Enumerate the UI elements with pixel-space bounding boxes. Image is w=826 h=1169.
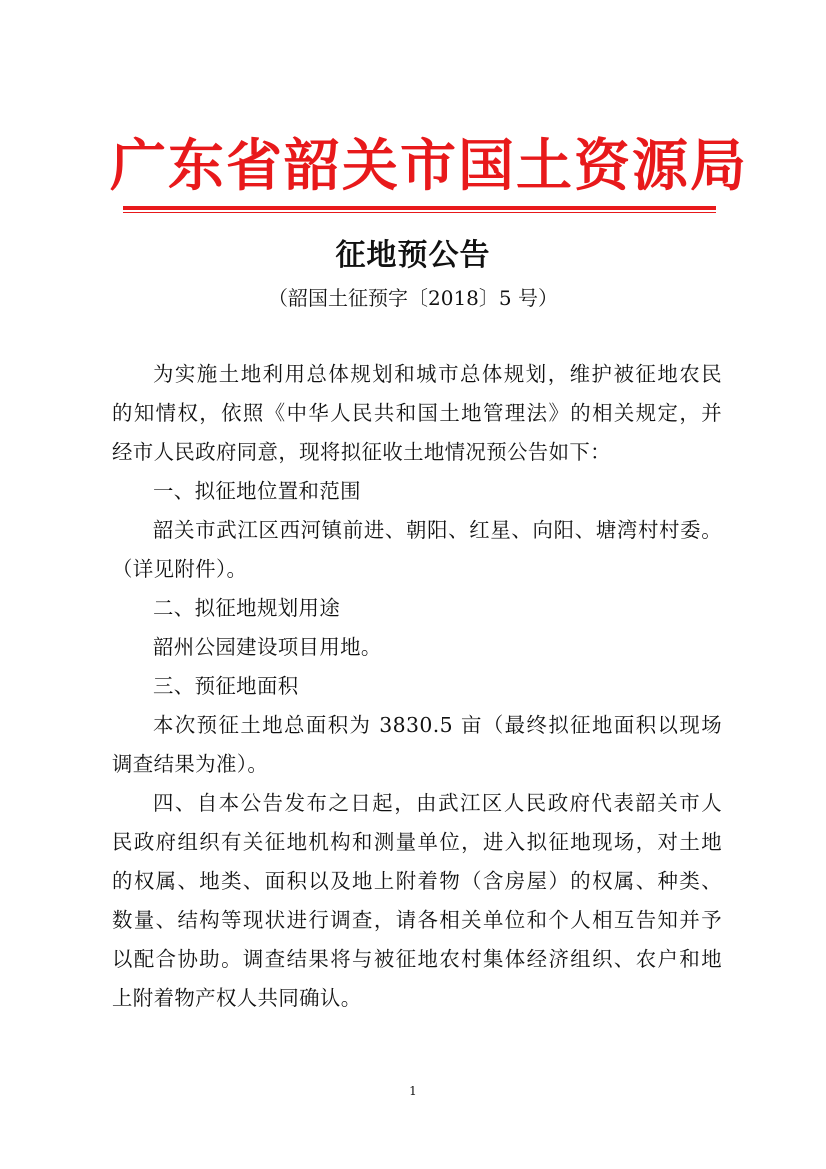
section-body-line: 民政府组织有关征地机构和测量单位，进入拟征地现场，对土地 [112, 830, 722, 854]
notice-title: 征地预公告 [335, 238, 491, 273]
intro-line: 的知情权，依照《中华人民共和国土地管理法》的相关规定，并 [112, 401, 722, 425]
intro-line: 经市人民政府同意，现将拟征收土地情况预公告如下： [112, 440, 611, 464]
intro-line: 为实施土地利用总体规划和城市总体规划，维护被征地农民 [153, 362, 722, 386]
letterhead-red-rule-thin [123, 212, 716, 213]
section-body-line: 数量、结构等现状进行调查，请各相关单位和个人相互告知并予 [112, 908, 722, 932]
notice-body [112, 355, 722, 1018]
section-body-line: 四、自本公告发布之日起，由武江区人民政府代表韶关市人 [153, 791, 722, 815]
section-body-line: 韶州公园建设项目用地。 [153, 635, 382, 659]
section-heading-location: 一、拟征地位置和范围 [153, 479, 361, 503]
section-body-line: 的权属、地类、面积以及地上附着物（含房屋）的权属、种类、 [112, 869, 722, 893]
section-body-line: 韶关市武江区西河镇前进、朝阳、红星、向阳、塘湾村村委。 [153, 518, 722, 542]
section-body-line: 以配合协助。调查结果将与被征地农村集体经济组织、农户和地 [112, 947, 722, 971]
section-heading-usage: 二、拟征地规划用途 [153, 596, 341, 620]
doc-number: （韶国土征预字〔2018〕5 号） [268, 286, 558, 310]
section-body-line: 上附着物产权人共同确认。 [112, 986, 362, 1010]
section-heading-area: 三、预征地面积 [153, 674, 299, 698]
letterhead-red-rule-thick [123, 206, 716, 210]
section-body-line: （详见附件）。 [112, 557, 248, 581]
section-body-line: 本次预征土地总面积为 3830.5 亩（最终拟征地面积以现场 [153, 713, 722, 737]
letterhead-org-name: 广东省韶关市国土资源局 [110, 133, 748, 199]
section-body-line: 调查结果为准）。 [112, 752, 269, 776]
page-number: 1 [409, 1084, 417, 1098]
